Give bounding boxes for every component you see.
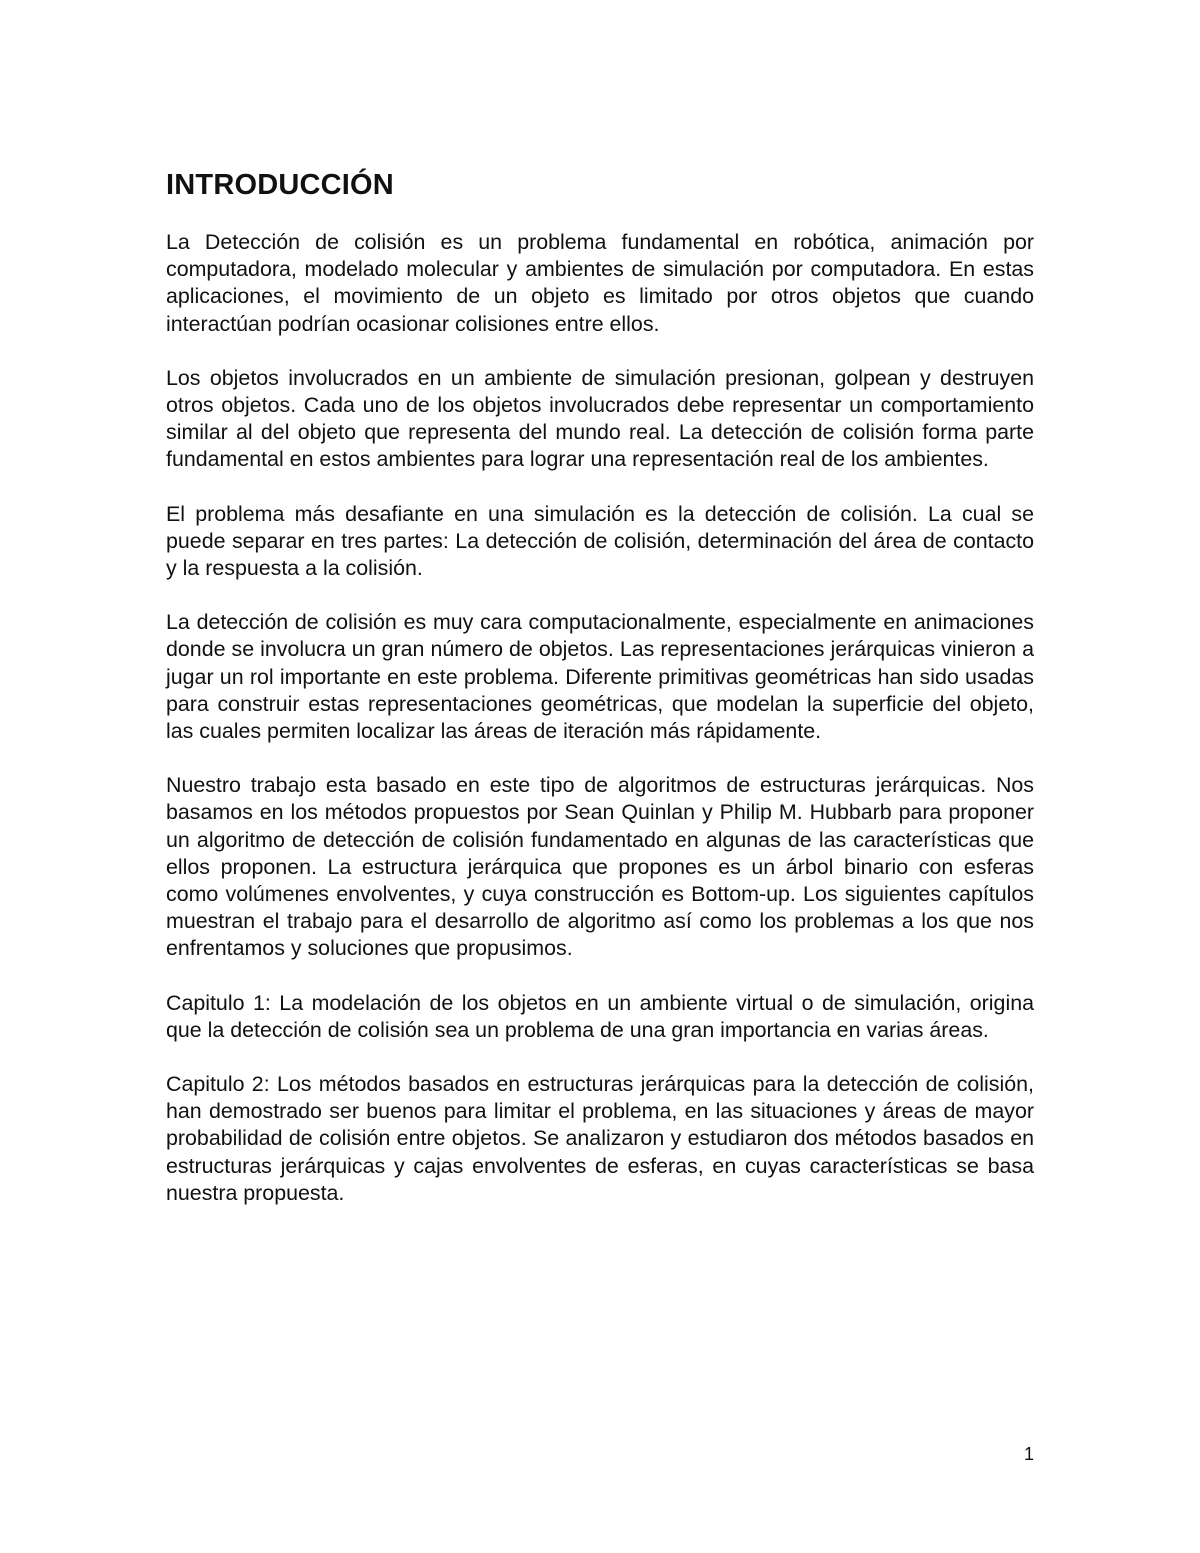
paragraph-hierarchical: La detección de colisión es muy cara computacionalmente, especialmente en animaciones donde se involucra un gran número de objetos. Las representaciones jerárquicas vinieron a jugar un rol importante en este problema. Diferente primitivas geométricas han sido usadas para construir estas representaciones geométricas, que modelan la superficie del objeto, las cuales permiten localizar las áreas de iteración más rápidamente. (166, 610, 1034, 744)
page-number: 1 (1023, 1444, 1034, 1464)
paragraph-our-work: Nuestro trabajo esta basado en este tipo de algoritmos de estructuras jerárquicas. Nos basamos en los métodos propuestos por Sean Quinlan y Philip M. Hubbarb para proponer un algoritmo de detección de colisión fundamentado en algunas de las características que ellos proponen. La estructura jerárquica que propones es un árbol binario con esferas como volúmenes envolventes, y cuya construcción es Bottom-up. Los siguientes capítulos muestran el trabajo para el desarrollo de algoritmo así como los problemas a los que nos enfrentamos y soluciones que propusimos. (166, 773, 1034, 961)
section-title: INTRODUCCIÓN (166, 169, 394, 201)
paragraph-chapter-1: Capitulo 1: La modelación de los objetos en un ambiente virtual o de simulación, origina que la detección de colisión sea un problema de una gran importancia en varias áreas. (166, 990, 1034, 1042)
paragraph-simulation-objects: Los objetos involucrados en un ambiente de simulación presionan, golpean y destruyen otros objetos. Cada uno de los objetos involucrados debe representar un comportamiento similar al del objeto que representa del mundo real. La detección de colisión forma parte fundamental en estos ambientes para lograr una representación real de los ambientes. (166, 365, 1034, 472)
page-content (166, 168, 1034, 1234)
paragraph-chapter-2: Capitulo 2: Los métodos basados en estructuras jerárquicas para la detección de colisión, han demostrado ser buenos para limitar el problema, en las situaciones y áreas de mayor probabilidad de colisión entre objetos. Se analizaron y estudiaron dos métodos basados en estructuras jerárquicas y cajas envolventes de esferas, en cuyas características se basa nuestra propuesta. (166, 1072, 1034, 1205)
paragraph-challenge: El problema más desafiante en una simulación es la detección de colisión. La cual se puede separar en tres partes: La detección de colisión, determinación del área de contacto y la respuesta a la colisión. (166, 501, 1034, 581)
paragraph-intro: La Detección de colisión es un problema fundamental en robótica, animación por computadora, modelado molecular y ambientes de simulación por computadora. En estas aplicaciones, el movimiento de un objeto es limitado por otros objetos que cuando interactúan podrían ocasionar colisiones entre ellos. (166, 230, 1034, 336)
